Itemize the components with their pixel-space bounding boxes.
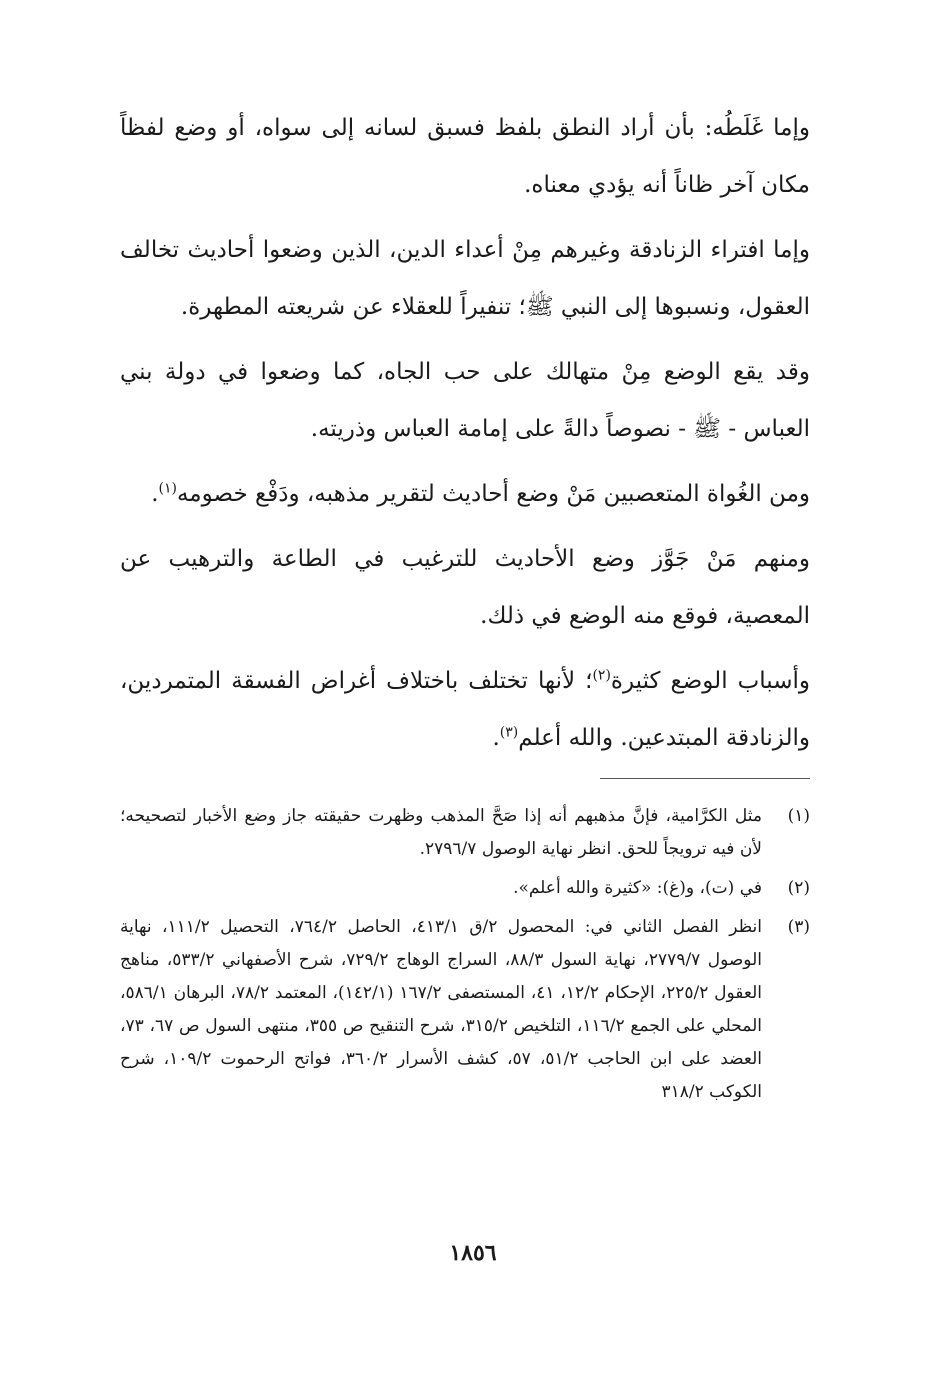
- paragraph-6: [120, 653, 810, 767]
- footnote-number: (٣): [787, 917, 810, 937]
- page-number: ١٨٥٦: [449, 1240, 497, 1266]
- footnote-3: [120, 911, 810, 1109]
- paragraph-4: [120, 466, 810, 523]
- paragraph-4-tail: .: [151, 481, 159, 507]
- footnote-1: [120, 800, 810, 866]
- footnote-2: [120, 872, 810, 905]
- footnote-ref-1: (١): [158, 480, 177, 497]
- footnote-text: مثل الكرَّامية، فإنَّ مذهبهم أنه إذا صَحَّ المذهب وظهرت حقيقته جاز وضع الأخبار لتصحيحه؛ لأن فيه ترويجاً للحق. انظر نهاية الوصول ٢٧٩٦/٧.: [120, 806, 762, 859]
- paragraph-4-text: ومن الغُواة المتعصبين مَنْ وضع أحاديث لتقرير مذهبه، ودَفْع خصومه: [176, 481, 810, 507]
- footnote-text: انظر الفصل الثاني في: المحصول ٢/ق ٤١٣/١، الحاصل ٧٦٤/٢، التحصيل ١١١/٢، نهاية الوصول ٢٧٧٩/٧، نهاية السول ٨٨/٣، السراج الوهاج ٧٢٩/٢، شرح الأصفهاني ٥٣٣/٢، مناهج العقول ٢٢٥/٢، الإحكام ١٢/٢، ٤١، المستصفى ١٦٧/٢ (١٤٢/١)، المعتمد ٧٨/٢، البرهان ٥٨٦/١، المحلي على الجمع ١١٦/٢، التلخيص ٣١٥/٢، شرح التنقيح ص ٣٥٥، منتهى السول ص ٦٧، ٧٣، العضد على ابن الحاجب ٥١/٢، ٥٧، كشف الأسرار ٣٦٠/٢، فواتح الرحموت ١٠٩/٢، شرح الكوكب ٣١٨/٢: [120, 917, 763, 1102]
- paragraph-3: وقد يقع الوضع مِنْ متهالك على حب الجاه، كما وضعوا في دولة بني العباس - ﷺ - نصوصاً دالةً على إمامة العباس وذريته.: [120, 359, 810, 442]
- paragraph-2: وإما افتراء الزنادقة وغيرهم مِنْ أعداء الدين، الذين وضعوا أحاديث تخالف العقول، ونسبوها إلى النبي ﷺ؛ تنفيراً للعقلاء عن شريعته المطهرة.: [120, 237, 810, 320]
- footnote-number: (١): [787, 806, 810, 826]
- footnotes: [120, 800, 810, 1115]
- paragraph-6-middle: ؛ لأنها تختلف باختلاف أغراض الفسقة المتمردين، والزنادقة المبتدعين. والله أعلم: [120, 668, 810, 751]
- footnote-ref-3: (٣): [499, 724, 519, 741]
- paragraph-1: وإما غَلَطُه: بأن أراد النطق بلفظ فسبق لسانه إلى سواه، أو وضع لفظاً مكان آخر ظاناً أنه يؤدي معناه.: [120, 115, 810, 198]
- footnote-number: (٢): [787, 878, 810, 898]
- footnote-text: في (ت)، و(غ): «كثيرة والله أعلم».: [513, 878, 762, 898]
- paragraph-6-text: وأسباب الوضع كثيرة: [610, 668, 810, 694]
- paragraph-6-tail: .: [492, 725, 500, 751]
- main-text: [120, 100, 810, 775]
- footnote-ref-2: (٢): [592, 667, 611, 684]
- footnote-divider: [600, 778, 810, 779]
- paragraph-5: ومنهم مَنْ جَوَّز وضع الأحاديث للترغيب في الطاعة والترهيب عن المعصية، فوقع منه الوضع في ذلك.: [120, 546, 810, 629]
